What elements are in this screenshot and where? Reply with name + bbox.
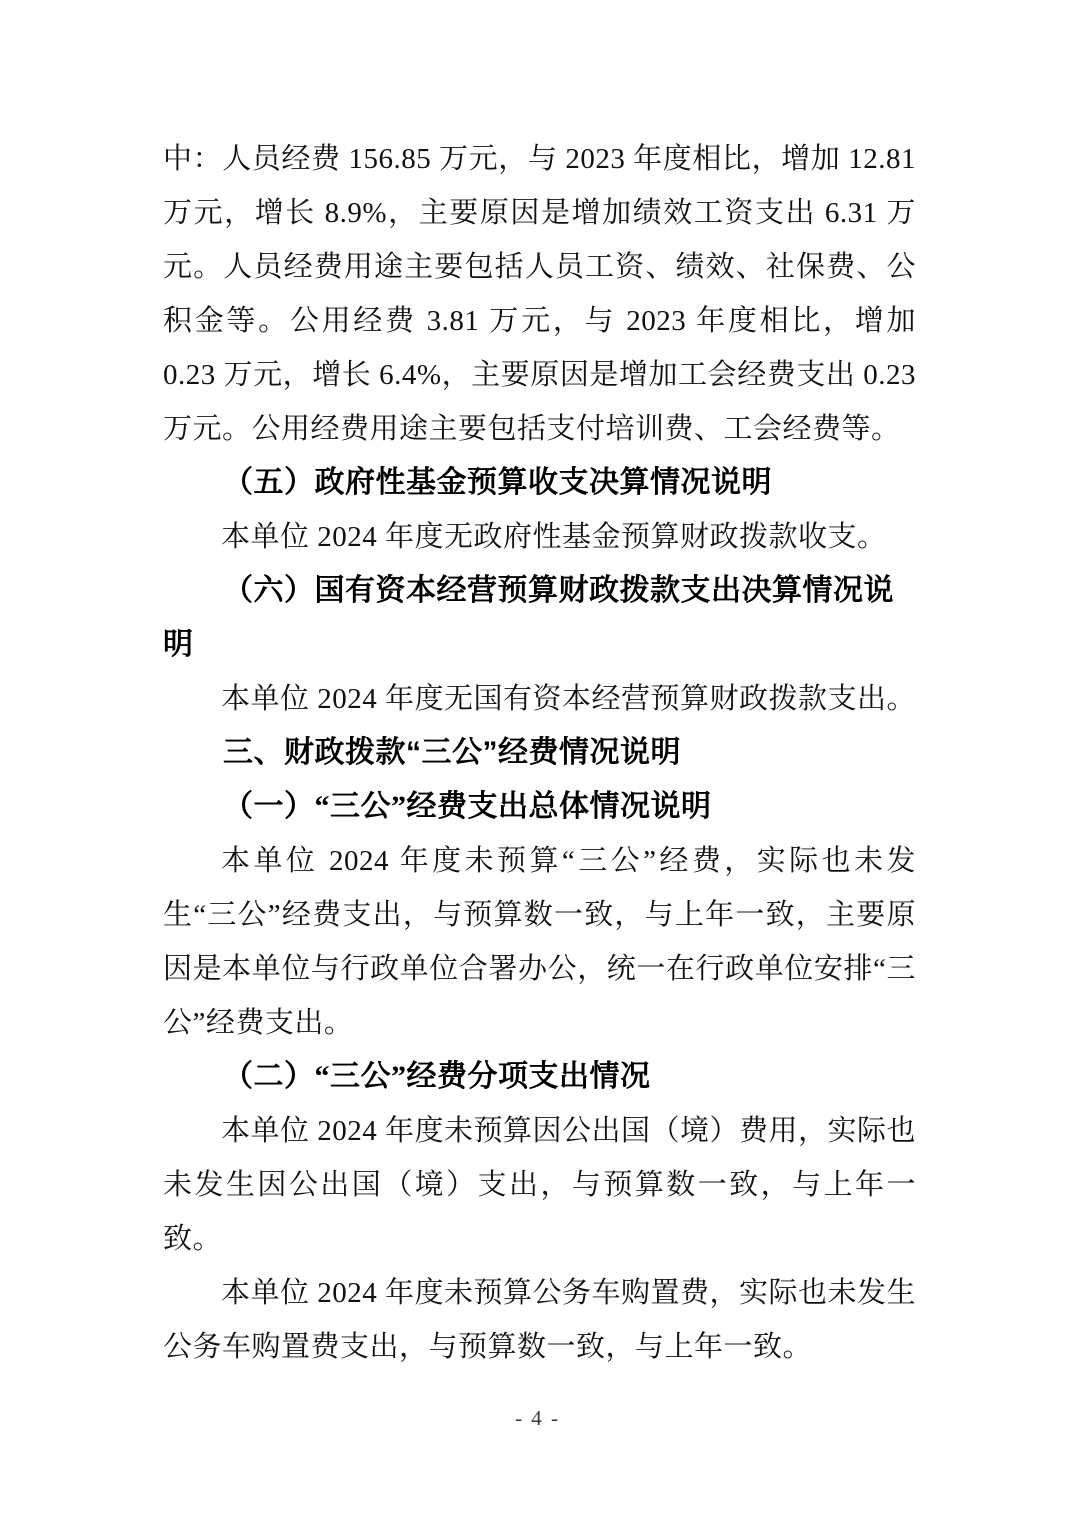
paragraph-official-vehicle: 本单位 2024 年度未预算公务车购置费，实际也未发生公务车购置费支出，与预算数一致，与上年一致。 [163,1277,917,1363]
section-heading-5-government-fund-budget: （五）政府性基金预算收支决算情况说明 [223,466,772,499]
section-heading-2-itemized-three-public: （二）“三公”经费分项支出情况 [223,1060,651,1093]
chapter-heading-3-three-public-expenses: 三、财政拨款“三公”经费情况说明 [223,736,681,769]
document-body [163,132,916,1374]
paragraph-overseas-travel: 本单位 2024 年度未预算因公出国（境）费用，实际也未发生因公出国（境）支出，与预算数一致，与上年一致。 [163,1115,917,1255]
section-heading-1-overall-three-public: （一）“三公”经费支出总体情况说明 [223,790,712,823]
page-number: - 4 - [515,1406,560,1430]
paragraph-three-public-overall: 本单位 2024 年度未预算“三公”经费，实际也未发生“三公”经费支出，与预算数一致，与上年一致，主要原因是本单位与行政单位合署办公，统一在行政单位安排“三公”经费支出。 [163,845,916,1039]
paragraph-personnel-public-funds: 中：人员经费 156.85 万元，与 2023 年度相比，增加 12.81 万元，增长 8.9%，主要原因是增加绩效工资支出 6.31 万元。人员经费用途主要包括人员工资、绩效、社保费、公积金等。公用经费 3.81 万元，与 2023 年度相比，增加 0.23 万元，增长 6.4%，主要原因是增加工会经费支出 0.23 万元。公用经费用途主要包括支付培训费、工会经费等。 [163,143,916,445]
section-heading-6-state-capital-budget: （六）国有资本经营预算财政拨款支出决算情况说明 [163,574,894,661]
paragraph-no-state-capital: 本单位 2024 年度无国有资本经营预算财政拨款支出。 [221,683,917,715]
paragraph-no-government-fund: 本单位 2024 年度无政府性基金预算财政拨款收支。 [221,521,887,553]
